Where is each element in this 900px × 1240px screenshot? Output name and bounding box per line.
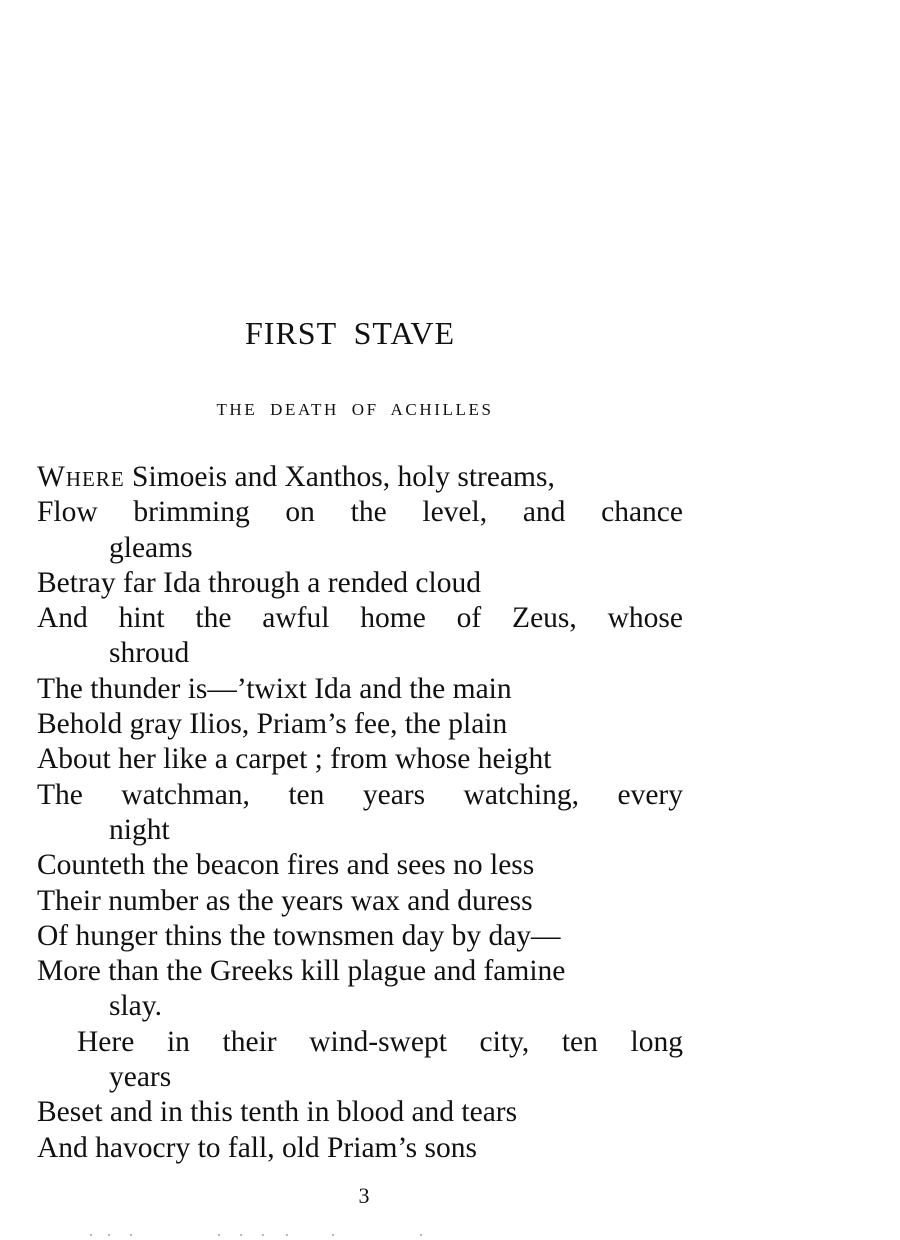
poem-line: Behold gray Ilios, Priam’s fee, the plain [37, 708, 508, 741]
poem-line: The watchman, ten years watching, every [37, 778, 683, 811]
poem-line: Betray far Ida through a rended cloud [37, 566, 481, 599]
poem-line-turnover: shroud [109, 637, 190, 670]
poem-line-indented: Here in their wind-swept city, ten long [77, 1025, 683, 1058]
poem-body [37, 460, 683, 1166]
poem-line-turnover: years [109, 1061, 172, 1094]
poem-line: About her like a carpet ; from whose height [37, 743, 552, 776]
page-number: 3 [358, 1183, 370, 1208]
poem-line: Counteth the beacon fires and sees no less [37, 849, 535, 882]
poem-line-text: Simoeis and Xanthos, holy streams, [124, 461, 555, 493]
poem-line: And havocry to fall, old Priam’s sons [37, 1131, 477, 1164]
stave-subtitle: THE DEATH OF ACHILLES [216, 400, 494, 419]
poem-line-turnover: night [109, 813, 170, 846]
poem-line: Their number as the years wax and duress [37, 884, 533, 917]
scan-specks [90, 1234, 430, 1236]
poem-line: Beset and in this tenth in blood and tears [37, 1096, 518, 1129]
poem-line: And hint the awful home of Zeus, whose [37, 602, 683, 635]
poem-line [37, 460, 683, 495]
poem-line: Of hunger thins the townsmen day by day— [37, 919, 561, 952]
stave-title: FIRST STAVE [245, 315, 455, 351]
opening-word: Where [37, 461, 125, 493]
poem-line: Flow brimming on the level, and chance [37, 496, 683, 529]
poem-line: The thunder is—’twixt Ida and the main [37, 672, 512, 705]
poem-line-turnover: slay. [109, 990, 162, 1023]
poem-line: More than the Greeks kill plague and famine [37, 955, 566, 988]
poem-line-turnover: gleams [109, 531, 193, 564]
